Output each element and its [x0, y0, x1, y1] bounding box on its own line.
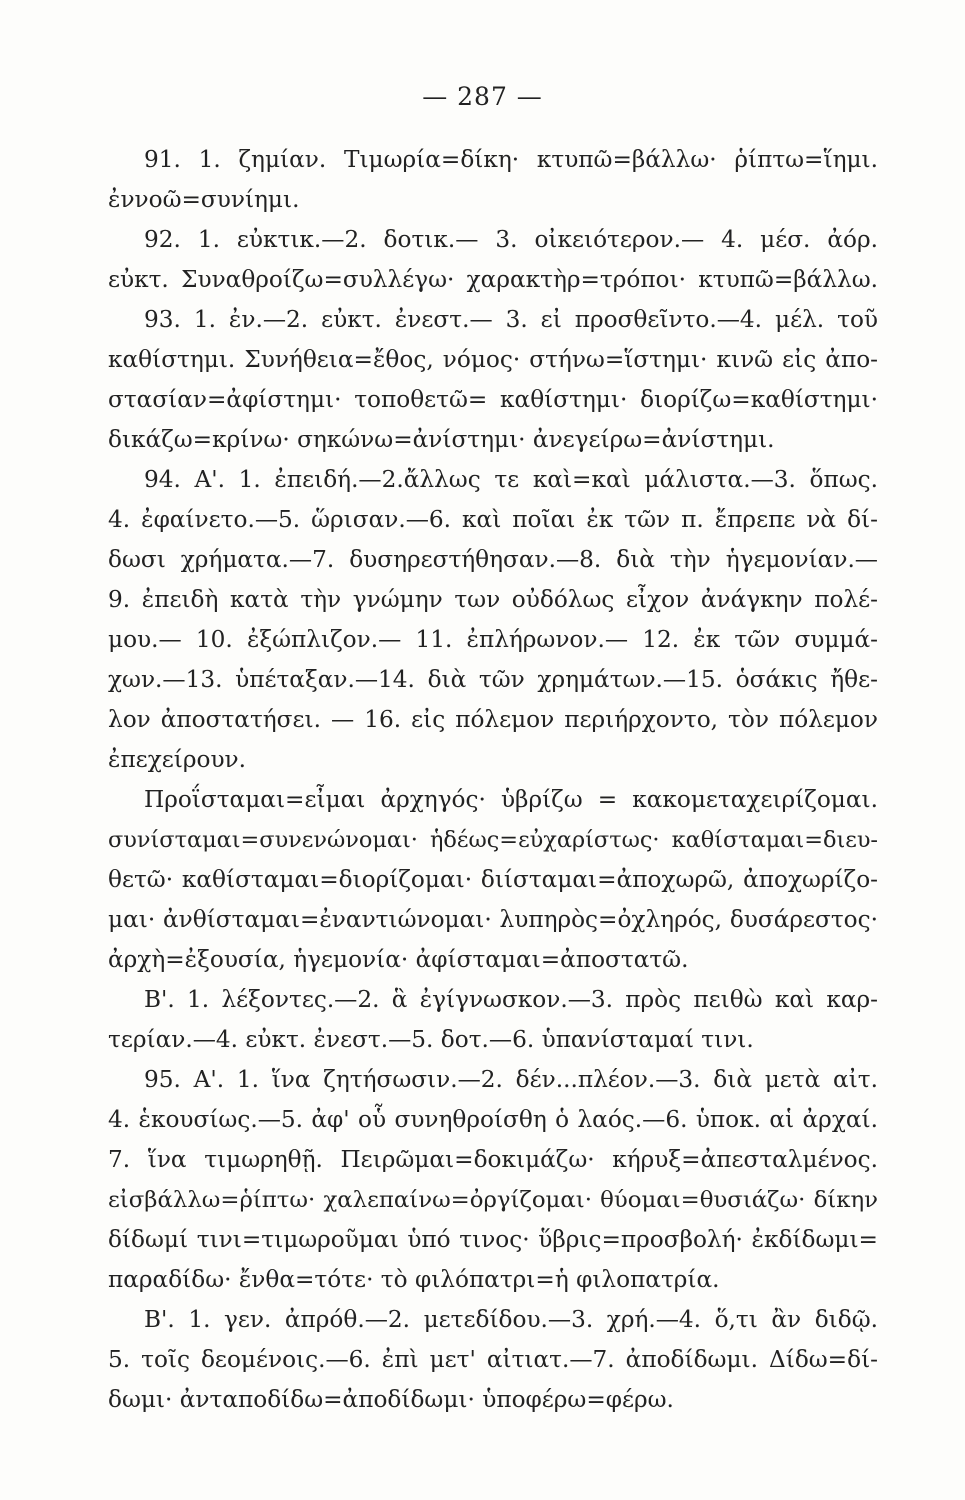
text-line: δίδωμί τινι=τιμωροῦμαι ὑπό τινος· ὕβρις=προσβολή· ἐκδίδωμι= — [108, 1226, 878, 1253]
text-line: 93. 1. ἐν.—2. εὐκτ. ἐνεστ.— 3. εἰ προσθεῖντο.—4. μέλ. τοῦ — [144, 306, 878, 333]
text-line: τερίαν.—4. εὐκτ. ἐνεστ.—5. δοτ.—6. ὑπανίσταμαί τινι. — [108, 1026, 754, 1053]
text-line: στασίαν=ἀφίστημι· τοποθετῶ= καθίστημι· διορίζω=καθίστημι· — [108, 386, 878, 413]
text-line: μαι· ἀνθίσταμαι=ἐναντιώνομαι· λυπηρὸς=ὀχληρός, δυσάρεστος· — [108, 906, 878, 933]
text-line: λον ἀποστατήσει. — 16. εἰς πόλεμον περιήρχοντο, τὸν πόλεμον — [108, 706, 878, 733]
text-line: εἰσβάλλω=ῥίπτω· χαλεπαίνω=ὀργίζομαι· θύομαι=θυσιάζω· δίκην — [108, 1187, 878, 1213]
text-line: 4. ἑκουσίως.—5. ἀφ' οὗ συνηθροίσθη ὁ λαός.—6. ὑποκ. αἱ ἀρχαί. — [108, 1106, 878, 1133]
text-line: 7. ἵνα τιμωρηθῇ. Πειρῶμαι=δοκιμάζω· κήρυξ=ἀπεσταλμένος. — [108, 1146, 878, 1173]
text-line: μου.— 10. ἐξώπλιζον.— 11. ἐπλήρωνον.— 12. ἐκ τῶν συμμά- — [108, 626, 878, 653]
text-line: δικάζω=κρίνω· σηκώνω=ἀνίστημι· ἀνεγείρω=ἀνίστημι. — [108, 426, 775, 453]
text-line: ἐπεχείρουν. — [108, 746, 247, 773]
text-line: Προΐσταμαι=εἶμαι ἀρχηγός· ὑβρίζω = κακομεταχειρίζομαι. — [144, 786, 878, 813]
text-line: 94. Α'. 1. ἐπειδή.—2.ἄλλως τε καὶ=καὶ μάλιστα.—3. ὅπως. — [144, 466, 878, 493]
text-line: 5. τοῖς δεομένοις.—6. ἐπὶ μετ' αἰτιατ.—7. ἀποδίδωμι. Δίδω=δί- — [108, 1346, 878, 1373]
text-line: 95. Α'. 1. ἵνα ζητήσωσιν.—2. δέν...πλέον.—3. διὰ μετὰ αἰτ. — [144, 1066, 878, 1093]
text-line: παραδίδω· ἔνθα=τότε· τὸ φιλόπατρι=ἡ φιλοπατρία. — [108, 1266, 720, 1293]
text-line: Β'. 1. γεν. ἀπρόθ.—2. μετεδίδου.—3. χρή.—4. ὅ,τι ἂν διδῷ. — [144, 1306, 878, 1333]
text-line: 91. 1. ζημίαν. Τιμωρία=δίκη· κτυπῶ=βάλλω· ῥίπτω=ἵημι. — [144, 146, 878, 173]
text-line: δωμι· ἀνταποδίδω=ἀποδίδωμι· ὑποφέρω=φέρω. — [108, 1386, 674, 1413]
text-line: συνίσταμαι=συνενώνομαι· ἡδέως=εὐχαρίστως· καθίσταμαι=διευ- — [108, 827, 878, 853]
text-line: 92. 1. εὐκτικ.—2. δοτικ.— 3. οἰκειότερον.— 4. μέσ. ἀόρ. — [144, 226, 878, 253]
page-number: — 287 — — [422, 82, 543, 111]
text-line: δωσι χρήματα.—7. δυσηρεστήθησαν.—8. διὰ τὴν ἡγεμονίαν.— — [108, 546, 878, 573]
text-line: θετῶ· καθίσταμαι=διορίζομαι· διίσταμαι=ἀποχωρῶ, ἀποχωρίζο- — [108, 866, 878, 893]
text-line: Β'. 1. λέξοντες.—2. ἃ ἐγίγνωσκον.—3. πρὸς πειθὼ καὶ καρ- — [144, 986, 878, 1013]
text-line: 9. ἐπειδὴ κατὰ τὴν γνώμην των οὐδόλως εἶχον ἀνάγκην πολέ- — [108, 586, 878, 613]
text-line: ἐννοῶ=συνίημι. — [108, 186, 300, 213]
text-body — [108, 140, 878, 1420]
text-line: 4. ἐφαίνετο.—5. ὥρισαν.—6. καὶ ποῖαι ἐκ τῶν π. ἔπρεπε νὰ δί- — [108, 506, 878, 533]
text-line: εὐκτ. Συναθροίζω=συλλέγω· χαρακτὴρ=τρόποι· κτυπῶ=βάλλω. — [108, 266, 878, 293]
text-line: χων.—13. ὑπέταξαν.—14. διὰ τῶν χρημάτων.—15. ὁσάκις ἤθε- — [108, 666, 878, 693]
text-line: ἀρχὴ=ἐξουσία, ἡγεμονία· ἀφίσταμαι=ἀποστατῶ. — [108, 946, 689, 973]
text-line: καθίστημι. Συνήθεια=ἔθος, νόμος· στήνω=ἵστημι· κινῶ εἰς ἀπο- — [108, 346, 878, 373]
